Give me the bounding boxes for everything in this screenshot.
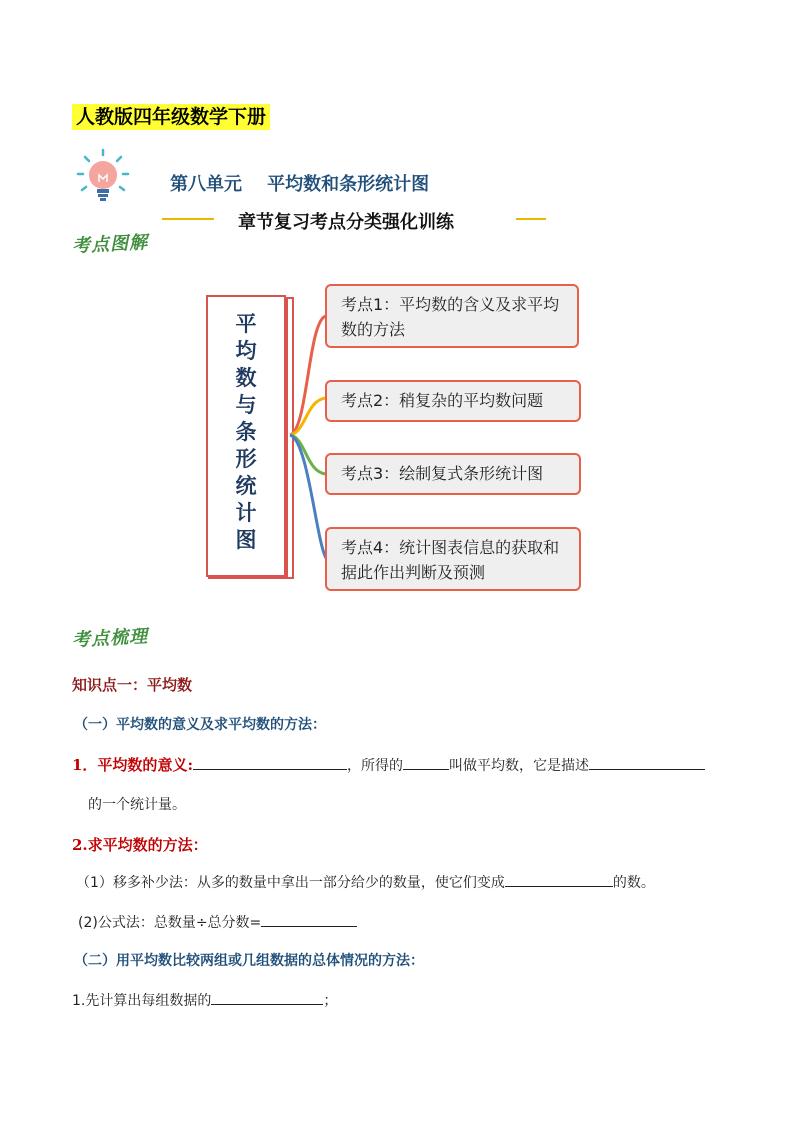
part-2-title: （二）用平均数比较两组或几组数据的总体情况的方法：: [74, 953, 424, 969]
center-char: 平: [235, 312, 257, 336]
subtitle-left-rule: [162, 218, 214, 220]
center-char: 计: [235, 501, 257, 525]
center-char: 与: [235, 393, 257, 417]
center-char: 图: [235, 528, 257, 552]
method-1-pre: （1）移多补少法：从多的数量中拿出一部分给少的数量，使它们变成: [76, 875, 505, 891]
summary-heading: 考点梳理: [71, 626, 149, 651]
item-2-label: 2.求平均数的方法：: [72, 836, 208, 854]
diagram-heading: 考点图解: [71, 232, 149, 257]
method-1-post: 的数。: [612, 875, 655, 891]
method-1-line: [76, 872, 655, 892]
point-text-3: 考点3：绘制复式条形统计图: [341, 464, 544, 483]
center-box-text: [208, 311, 284, 554]
step-1-end: ；: [323, 993, 338, 1009]
center-char: 均: [235, 339, 257, 363]
method-2-line: [78, 912, 357, 932]
center-char: 条: [235, 420, 257, 444]
item-1-end: 的一个统计量。: [88, 797, 186, 813]
step-1-line: [72, 990, 337, 1010]
blank-4[interactable]: [505, 872, 613, 887]
branch-4: [290, 435, 326, 558]
unit-title: 第八单元 平均数和条形统计图: [170, 174, 430, 195]
grade-badge: 人教版四年级数学下册: [72, 104, 270, 130]
blank-3[interactable]: [589, 755, 705, 770]
branch-1: [290, 316, 326, 435]
center-char: 统: [235, 474, 257, 498]
item-1-mid: ，所得的: [346, 758, 403, 774]
method-2-text: (2)公式法：总数量÷总分数=: [78, 915, 262, 931]
point-box-2: [325, 380, 581, 422]
point-box-1: [325, 284, 579, 348]
subtitle: 章节复习考点分类强化训练: [238, 212, 454, 233]
point-box-3: [325, 453, 581, 495]
center-char: 数: [235, 366, 257, 390]
part-1-title: （一）平均数的意义及求平均数的方法：: [74, 717, 326, 733]
lightbulb-icon: [72, 146, 134, 208]
item-1-label: 1．平均数的意义:: [72, 756, 193, 774]
blank-1[interactable]: [193, 755, 347, 770]
subtitle-right-rule: [516, 218, 546, 220]
point-box-4: [325, 527, 581, 591]
center-char: 形: [235, 447, 257, 471]
item-1-mid2: 叫做平均数，它是描述: [448, 758, 589, 774]
knowledge-point-1: 知识点一：平均数: [72, 676, 193, 694]
blank-6[interactable]: [211, 990, 323, 1005]
blank-5[interactable]: [261, 912, 357, 927]
point-text-4: 考点4：统计图表信息的获取和据此作出判断及预测: [341, 538, 560, 582]
step-1-text: 1.先计算出每组数据的: [72, 993, 212, 1009]
item-1-line: [72, 754, 705, 775]
blank-2[interactable]: [403, 755, 449, 770]
point-text-2: 考点2：稍复杂的平均数问题: [341, 391, 544, 410]
point-text-1: 考点1：平均数的含义及求平均数的方法: [341, 295, 560, 339]
center-box: [206, 295, 286, 577]
